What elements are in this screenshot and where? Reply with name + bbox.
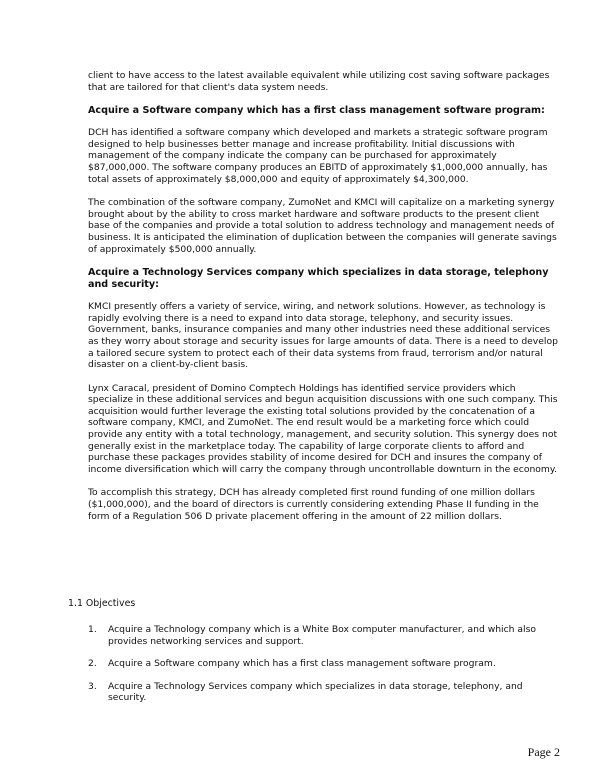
objectives-list (88, 624, 558, 715)
intro-paragraph: client to have access to the latest available equivalent while utilizing cost saving software packages that are tailored for that client's data system needs. (88, 70, 550, 93)
objectives-section-title: 1.1 Objectives (68, 598, 136, 609)
tech-services-section-heading: Acquire a Technology Services company which specializes in data storage, telephony and security: (88, 267, 549, 291)
objective-item (88, 658, 558, 670)
objective-number: 2. (88, 658, 97, 670)
software-paragraph-2: The combination of the software company, ZumoNet and KMCI will capitalize on a marketing synergy brought about by the ability to cross market hardware and software products to the present client base of the companies and provide a total solution to address technology and management needs of business. It is anticipated the elimination of duplication between the companies will generate savings of approximately $500,000 annually. (88, 197, 557, 255)
body-content (88, 70, 558, 534)
objective-number: 1. (88, 624, 97, 635)
tech-services-paragraph-2: Lynx Caracal, president of Domino Comptech Holdings has identified service providers which specialize in these additional services and begun acquisition discussions with one such company. This acquisition would further leverage the existing total solutions provided by the concatenation of a software company, KMCI, and ZumoNet. The end result would be a marketing force which could provide any entity with a total technology, management, and security solution. This synergy does not generally exist in the marketplace today. The capability of large corporate clients to afford and purchase these packages provides stability of income desired for DCH and insures the company of income diversification which will carry the company through uncontrollable downturn in the economy. (88, 382, 558, 475)
software-paragraph-1: DCH has identified a software company which developed and markets a strategic software program designed to help businesses better manage and increase profitability. Initial discussions with management of the company indicate the company can be purchased for approximately $87,000,000. The software company produces an EBITD of approximately $1,000,000 annually, has total assets of approximately $8,000,000 and equity of approximately $4,300,000. (88, 127, 548, 185)
software-section-heading: Acquire a Software company which has a first class management software program: (88, 105, 545, 117)
tech-services-paragraph-3: To accomplish this strategy, DCH has already completed first round funding of one million dollars ($1,000,000), and the board of directors is currently considering extending Phase II funding in the form of a Regulation 506 D private placement offering in the amount of 22 million dollars. (88, 487, 539, 522)
tech-services-paragraph-1: KMCI presently offers a variety of service, wiring, and network solutions. However, as technology is rapidly evolving there is a need to expand into data storage, telephony, and security issues. Government, banks, insurance companies and many other industries need these additional services as they worry about storage and security issues for large amounts of data. There is a need to develop a tailored secure system to protect each of their data systems from fraud, terrorism and/or natural disaster on a client-by-client basis. (88, 301, 558, 371)
objective-text: Acquire a Technology company which is a White Box computer manufacturer, and which also provides networking services and support. (108, 624, 536, 647)
objective-text: Acquire a Technology Services company which specializes in data storage, telephony, and security. (108, 680, 523, 704)
objective-text: Acquire a Software company which has a first class management software program. (108, 658, 496, 670)
objective-item (88, 681, 558, 704)
page-number: Page 2 (527, 745, 560, 759)
objective-number: 3. (88, 680, 97, 692)
objective-item (88, 624, 558, 647)
